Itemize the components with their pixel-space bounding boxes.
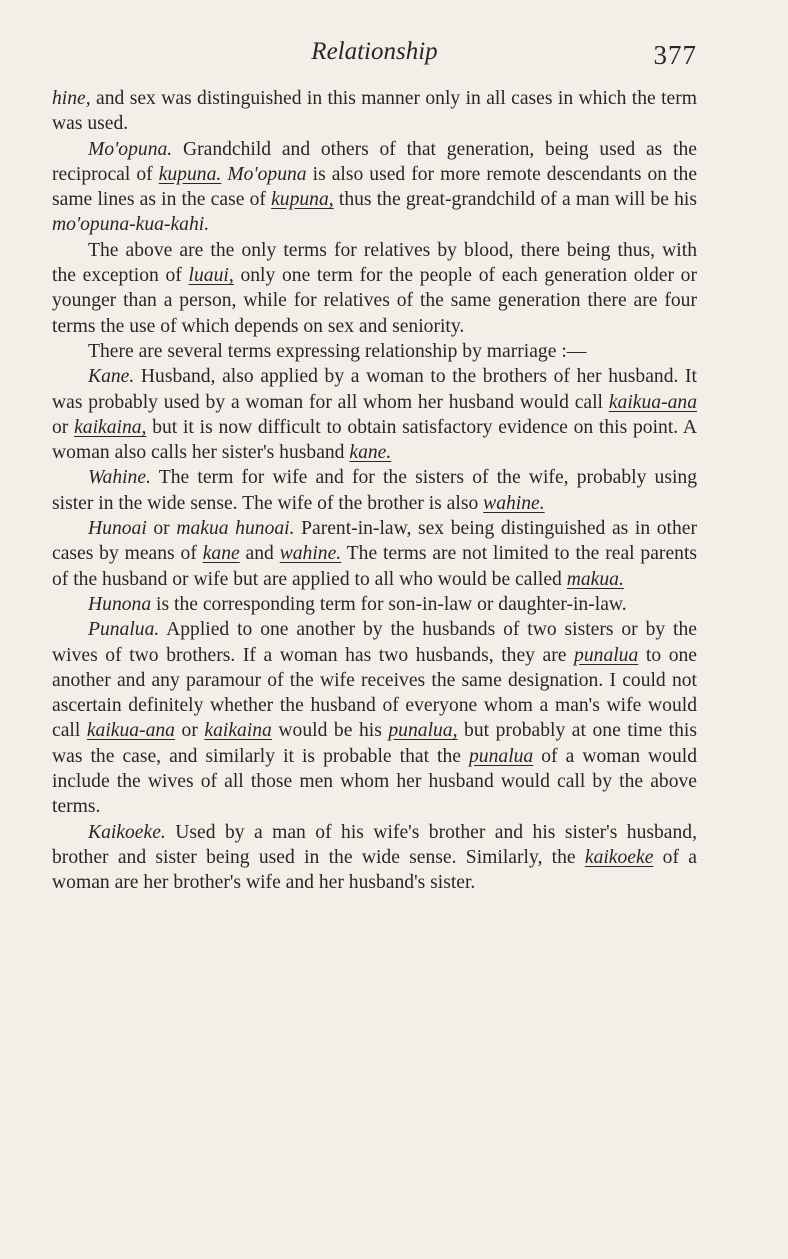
italic-term: punalua, [388,720,458,742]
paragraph [52,516,697,592]
text-run: and [239,543,280,565]
text-run: is also used for more remote descendants on the same lines as in the case of [52,163,698,211]
text-run: of a woman are her brother's wife and her husband's sister. [52,846,697,894]
text-run: Parent-in-law, sex being distinguished as in other cases by means of [52,518,697,565]
text-run: but probably at one time this was the case, and similarly it is probable that the [52,720,697,767]
text-run: to one another and any paramour of the wife receives the same designation. I could not ascertain definitely whether the husband of everyone whom a man's wife would call [52,644,697,742]
italic-term: kupuna, [271,189,334,211]
italic-term: wahine. [279,543,342,565]
italic-term: luaui, [188,265,234,287]
page-header [52,36,697,76]
text-run: of a woman would include the wives of all those men whom her husband would call by the above terms. [52,745,697,818]
italic-term: Kane. [88,366,135,388]
text-run: and sex was distinguished in this manner only in all cases in which the term was used. [52,88,697,135]
italic-term: kaikua-ana [608,391,697,413]
text-run: There are several terms expressing relationship by marriage :— [88,340,587,362]
italic-term: Hunoai [88,518,147,540]
italic-term: kaikaina [204,720,272,742]
italic-term: hine, [52,88,91,109]
italic-term: kaikua-ana [86,720,175,742]
italic-term: kaikaina, [74,416,147,438]
italic-term: Mo'opuna. [88,138,173,160]
text-run: Applied to one another by the husbands of two sisters or by the wives of two brothers. If a woman has two husbands, they are [52,619,697,666]
italic-term: makua hunoai. [176,518,295,540]
paragraph [52,137,697,238]
italic-term: kane [202,543,240,565]
text-run: or [146,518,177,540]
italic-term: Kaikoeke. [88,821,166,843]
text-run: Used by a man of his wife's brother and his sister's husband, brother and sister being used in the wide sense. Similarly, the [52,821,697,868]
text-run: only one term for the people of each generation older or younger than a person, while for relatives of the same generation there are four terms the use of which depends on sex and seniority. [52,265,698,337]
italic-term: punalua [574,644,639,666]
text-run: The term for wife and for the sisters of the wife, probably using sister in the wide sense. The wife of the brother is also [52,467,697,514]
italic-term: Wahine. [88,467,151,489]
text-run: The above are the only terms for relatives by blood, there being thus, with the exception of [52,239,697,287]
italic-term: Punalua. [88,619,160,641]
text-run: but it is now difficult to obtain satisfactory evidence on this point. A woman also calls her sister's husband [52,416,697,464]
text-run: The terms are not limited to the real parents of the husband or wife but are applied to all who would be called [52,543,698,590]
italic-term: makua. [566,568,624,590]
paragraph [52,820,697,896]
paragraph [52,465,697,516]
paragraph [52,86,697,137]
italic-term: kaikoeke [584,846,654,868]
running-title: Relationship [311,38,438,65]
italic-term: wahine. [483,492,545,514]
page-number: 377 [653,40,697,70]
text-run: Husband, also applied by a woman to the brothers of her husband. It was probably used by a woman for all whom her husband would call [52,366,697,413]
italic-term: kane. [349,442,392,464]
paragraph [52,617,697,819]
italic-term: Mo'opuna [227,163,307,185]
paragraph [52,592,697,617]
text-run: or [174,720,205,742]
text-run: Grandchild and others of that generation, being used as the reciprocal of [52,138,697,185]
paragraph [52,238,697,339]
italic-term: kupuna. [158,163,222,185]
text-run: is the corresponding term for son-in-law or daughter-in-law. [151,593,627,615]
text-run: or [52,416,75,438]
italic-term: punalua [469,745,534,767]
paragraph [52,364,697,465]
text-run: thus the great-grandchild of a man will be his [333,189,697,211]
text-run: would be his [271,720,389,742]
paragraph [52,339,697,364]
italic-term: mo'opuna-kua-kahi. [52,214,210,236]
italic-term: Hunona [88,593,152,615]
body-text [52,86,697,896]
